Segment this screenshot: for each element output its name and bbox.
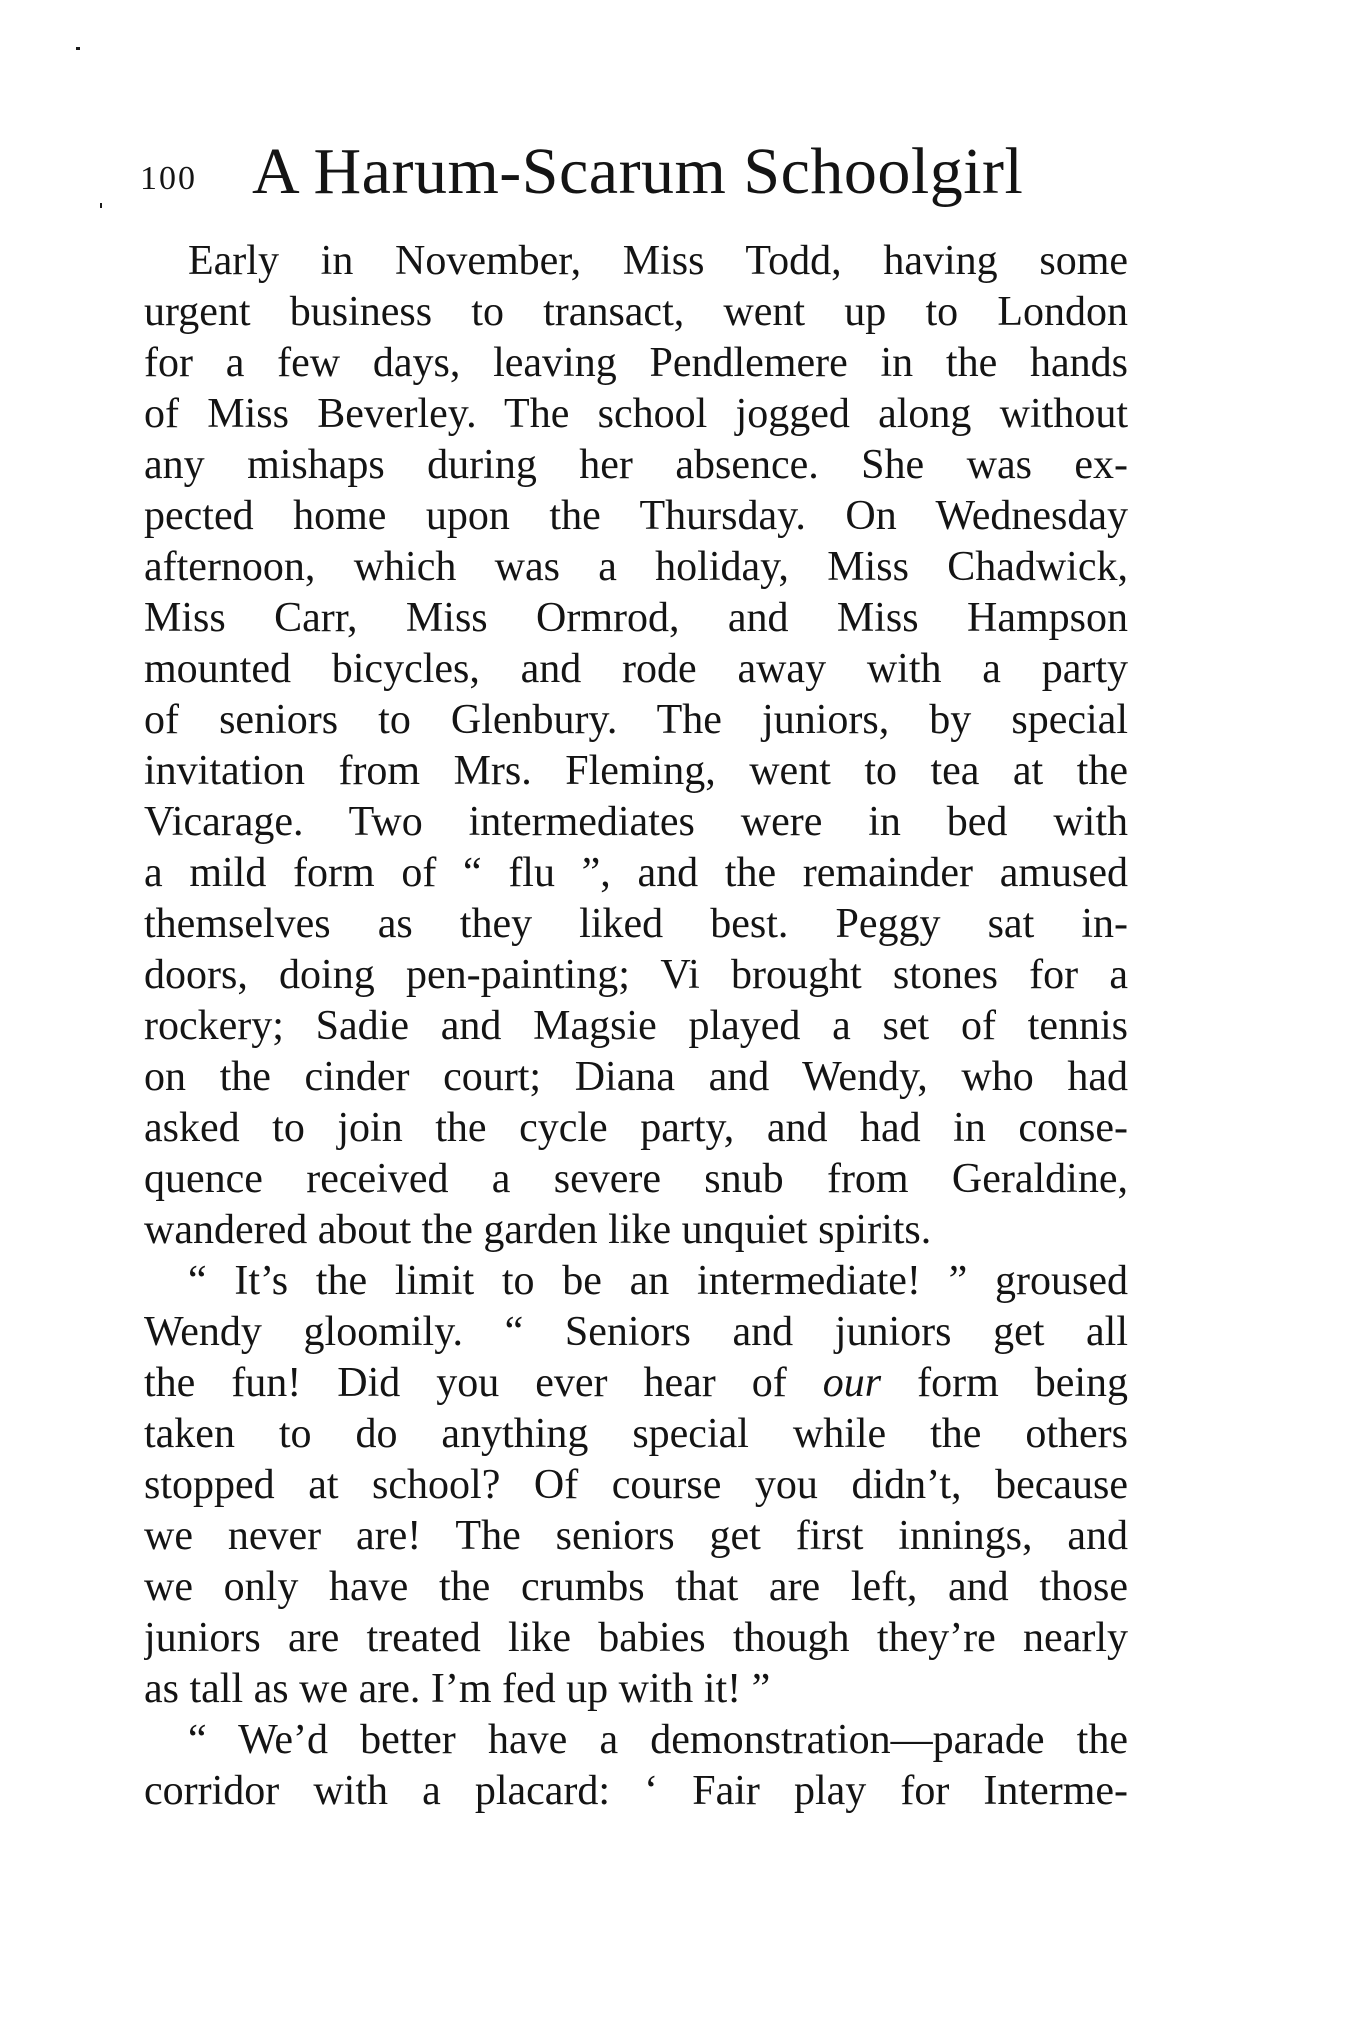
- text-line: doors, doing pen-painting; Vi brought stones for a: [144, 952, 1128, 998]
- text-line-with-emphasis: [144, 1358, 1128, 1409]
- text-line: Early in November, Miss Todd, having some: [188, 238, 1128, 284]
- text-line: any mishaps during her absence. She was ex-: [144, 442, 1128, 488]
- page-number: 100: [140, 160, 197, 197]
- text-line: invitation from Mrs. Fleming, went to tea at the: [144, 748, 1128, 794]
- text-line: we only have the crumbs that are left, and those: [144, 1564, 1128, 1610]
- text-line: asked to join the cycle party, and had in conse-: [144, 1105, 1128, 1151]
- text-line: Wendy gloomily. “ Seniors and juniors get all: [144, 1309, 1128, 1355]
- emphasized-word: our: [822, 1360, 882, 1406]
- running-title: A Harum-Scarum Schoolgirl: [252, 135, 1024, 208]
- text-line: pected home upon the Thursday. On Wednesday: [144, 493, 1128, 539]
- body-text: [144, 236, 1128, 1817]
- text-line: for a few days, leaving Pendlemere in the hands: [144, 340, 1128, 386]
- text-line: mounted bicycles, and rode away with a party: [144, 646, 1128, 692]
- text-line: “ It’s the limit to be an intermediate! ” groused: [188, 1258, 1128, 1304]
- text-line: corridor with a placard: ‘ Fair play for Interme-: [144, 1768, 1128, 1814]
- text-line: of seniors to Glenbury. The juniors, by special: [144, 697, 1128, 743]
- text-run: form being: [917, 1360, 1128, 1406]
- text-run: the fun! Did you ever hear of: [144, 1360, 787, 1406]
- text-line: of Miss Beverley. The school jogged along without: [144, 391, 1128, 437]
- text-line: as tall as we are. I’m fed up with it! ”: [144, 1666, 771, 1712]
- text-line: on the cinder court; Diana and Wendy, who had: [144, 1054, 1128, 1100]
- print-speck: [100, 203, 102, 208]
- text-line: afternoon, which was a holiday, Miss Chadwick,: [144, 544, 1128, 590]
- text-line: rockery; Sadie and Magsie played a set of tennis: [144, 1003, 1128, 1049]
- text-line: we never are! The seniors get first innings, and: [144, 1513, 1128, 1559]
- print-speck: [76, 47, 80, 50]
- text-line: stopped at school? Of course you didn’t, because: [144, 1462, 1128, 1508]
- text-line: themselves as they liked best. Peggy sat in-: [144, 901, 1128, 947]
- text-line: wandered about the garden like unquiet spirits.: [144, 1207, 932, 1253]
- text-line: Vicarage. Two intermediates were in bed with: [144, 799, 1128, 845]
- text-line: quence received a severe snub from Geraldine,: [144, 1156, 1128, 1202]
- text-line: “ We’d better have a demonstration—parade the: [188, 1717, 1128, 1763]
- text-line: juniors are treated like babies though they’re nearly: [144, 1615, 1128, 1661]
- text-line: a mild form of “ flu ”, and the remainder amused: [144, 850, 1128, 896]
- text-line: taken to do anything special while the others: [144, 1411, 1128, 1457]
- text-line: Miss Carr, Miss Ormrod, and Miss Hampson: [144, 595, 1128, 641]
- running-header: [140, 134, 1140, 218]
- text-line: urgent business to transact, went up to London: [144, 289, 1128, 335]
